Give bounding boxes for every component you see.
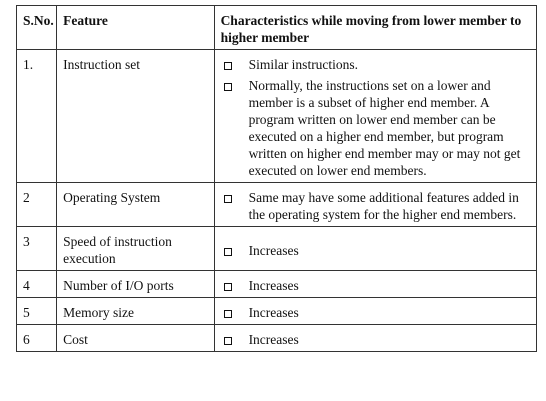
bullet-text: Increases — [248, 278, 299, 293]
row-sno: 3 — [17, 227, 57, 271]
table-header-row — [17, 6, 537, 50]
table-row — [17, 325, 537, 352]
row-feature: Operating System — [57, 183, 214, 227]
table-row — [17, 183, 537, 227]
row-characteristics — [214, 325, 536, 352]
bullet-text: Similar instructions. — [248, 57, 359, 72]
row-sno: 4 — [17, 271, 57, 298]
row-feature: Cost — [57, 325, 214, 352]
bullet-item — [221, 77, 530, 179]
bullet-item — [221, 331, 530, 348]
square-bullet-icon — [224, 248, 232, 256]
header-sno: S.No. — [17, 6, 57, 50]
row-sno: 6 — [17, 325, 57, 352]
bullet-item — [221, 189, 530, 223]
header-characteristics: Characteristics while moving from lower member to higher member — [214, 6, 536, 50]
table-row — [17, 50, 537, 183]
bullet-item — [221, 277, 530, 294]
row-sno: 5 — [17, 298, 57, 325]
bullet-text: Same may have some additional features added in the operating system for the higher end members. — [248, 190, 519, 222]
bullet-text: Increases — [248, 305, 299, 320]
bullet-item — [221, 56, 530, 73]
feature-comparison-table — [16, 5, 537, 352]
table-row — [17, 227, 537, 271]
header-feature: Feature — [57, 6, 214, 50]
square-bullet-icon — [224, 83, 232, 91]
row-sno: 2 — [17, 183, 57, 227]
row-feature: Instruction set — [57, 50, 214, 183]
bullet-item — [221, 304, 530, 321]
row-sno: 1. — [17, 50, 57, 183]
row-characteristics — [214, 271, 536, 298]
row-characteristics — [214, 227, 536, 271]
square-bullet-icon — [224, 62, 232, 70]
square-bullet-icon — [224, 337, 232, 345]
square-bullet-icon — [224, 310, 232, 318]
table-row — [17, 298, 537, 325]
table-row — [17, 271, 537, 298]
row-characteristics — [214, 50, 536, 183]
bullet-item — [221, 242, 530, 259]
row-feature: Number of I/O ports — [57, 271, 214, 298]
row-feature: Memory size — [57, 298, 214, 325]
row-feature: Speed of instruction execution — [57, 227, 214, 271]
row-characteristics — [214, 183, 536, 227]
bullet-text: Increases — [248, 332, 299, 347]
square-bullet-icon — [224, 195, 232, 203]
row-characteristics — [214, 298, 536, 325]
bullet-text: Increases — [248, 242, 299, 258]
bullet-text: Normally, the instructions set on a lower and member is a subset of higher end member. A program written on lower end member can be executed on a higher end member, but program written on higher end member may or may not get executed on lower end members. — [248, 78, 521, 178]
square-bullet-icon — [224, 283, 232, 291]
